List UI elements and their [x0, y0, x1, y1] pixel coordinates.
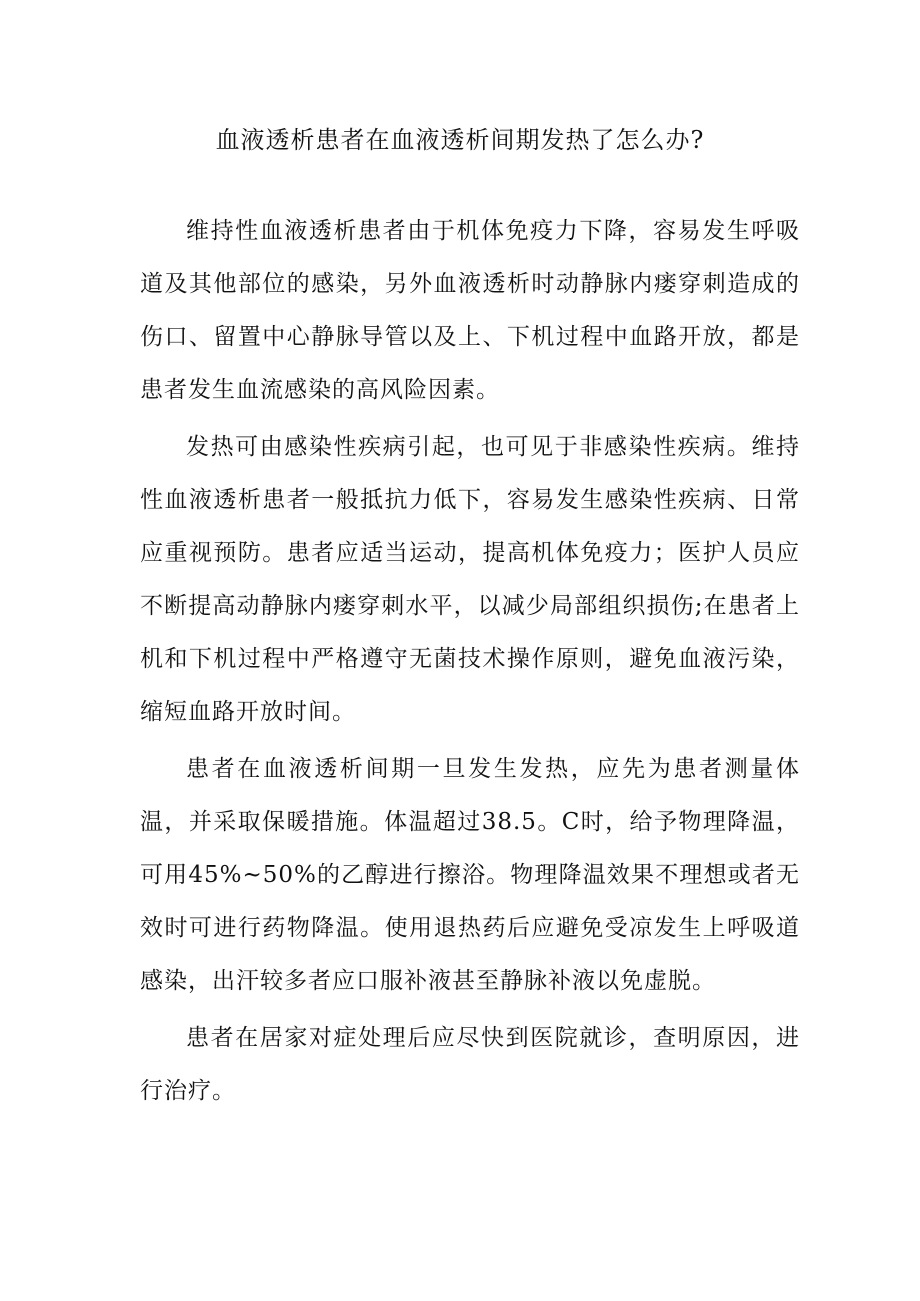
- paragraph-infection-risk: 维持性血液透析患者由于机体免疫力下降，容易发生呼吸道及其他部位的感染，另外血液透析时动静脉内瘘穿刺造成的伤口、留置中心静脉导管以及上、下机过程中血路开放，都是患者发生血流感染的高风险因素。: [140, 218, 800, 403]
- paragraph-prevention: 发热可由感染性疾病引起，也可见于非感染性疾病。维持性血液透析患者一般抵抗力低下，容易发生感染性疾病、日常应重视预防。患者应适当运动，提高机体免疫力；医护人员应不断提高动静脉内瘘穿刺水平，以减少局部组织损伤;在患者上机和下机过程中严格遵守无菌技术操作原则，避免血液污染，缩短血路开放时间。: [140, 434, 800, 725]
- document-body: [140, 205, 800, 1122]
- paragraph-seek-care: 患者在居家对症处理后应尽快到医院就诊，查明原因，进行治疗。: [140, 1025, 800, 1104]
- document-title: 血液透析患者在血液透析间期发热了怎么办?: [215, 126, 705, 154]
- paragraph-fever-treatment: 患者在血液透析间期一旦发生发热，应先为患者测量体温，并采取保暖措施。体温超过38.5。C时，给予物理降温，可用45%~50%的乙醇进行擦浴。物理降温效果不理想或者无效时可进行药物降温。使用退热药后应避免受凉发生上呼吸道感染，出汗较多者应口服补液甚至静脉补液以免虚脱。: [140, 756, 800, 994]
